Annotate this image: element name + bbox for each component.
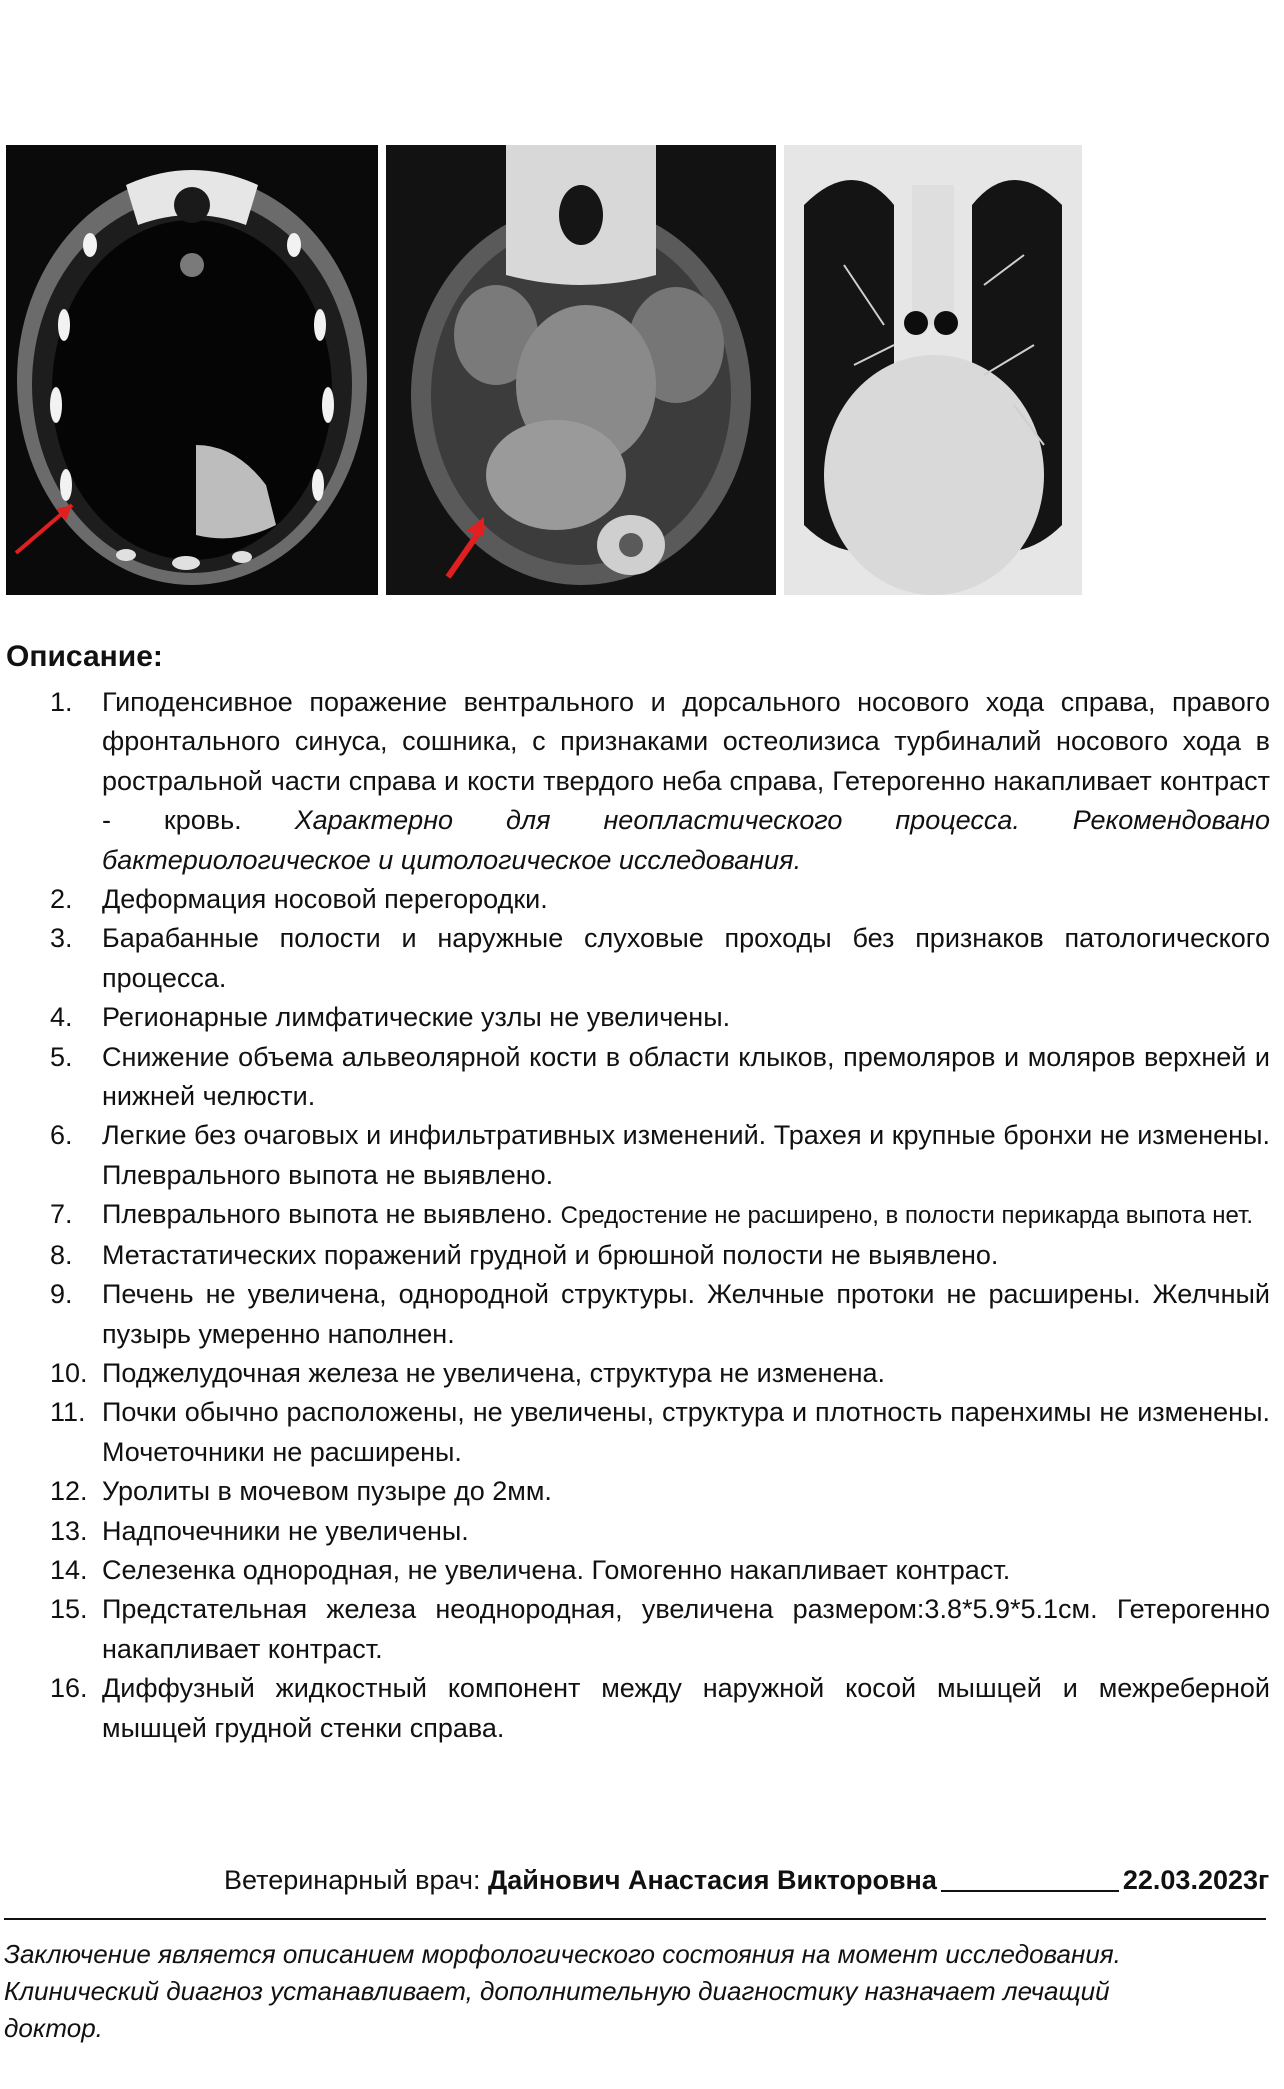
finding-text: Плеврального выпота не выявлено. — [102, 1199, 561, 1230]
finding-text-small: Средостение не расширено, в полости перикарда выпота нет. — [560, 1202, 1254, 1230]
finding-number: 5. — [50, 1041, 73, 1072]
finding-text: Легкие без очаговых и инфильтративных изменений. Трахея и крупные бронхи не изменены. Плеврального выпота не выявлено. — [102, 1120, 1270, 1190]
finding-item — [50, 1393, 1270, 1472]
finding-item — [50, 1590, 1270, 1669]
finding-text: Барабанные полости и наружные слуховые проходы без признаков патологического процесса. — [102, 923, 1270, 993]
finding-item — [50, 683, 1270, 880]
finding-number: 8. — [50, 1239, 73, 1270]
finding-text: Гиподенсивное поражение вентрального и дорсального носового хода справа, правого фронтального синуса, сошника, с признаками остеолизиса турбиналий носового хода в ростральной части справа и кости твердого неба справа, Гетерогенно накапливает контраст - кровь. — [102, 687, 1270, 836]
finding-text: Селезенка однородная, не увеличена. Гомогенно накапливает контраст. — [102, 1554, 1011, 1585]
finding-number: 13. — [50, 1515, 88, 1546]
finding-number: 15. — [50, 1594, 88, 1625]
ct-abdomen-axial-image — [386, 145, 776, 595]
finding-number: 1. — [50, 687, 73, 717]
finding-item — [50, 998, 1270, 1037]
ct-thorax-lung-image — [784, 145, 1082, 595]
finding-item — [50, 1195, 1270, 1235]
finding-text: Снижение объема альвеолярной кости в области клыков, премоляров и моляров верхней и нижней челюсти. — [102, 1041, 1270, 1112]
finding-text: Метастатических поражений грудной и брюшной полости не выявлено. — [102, 1239, 999, 1270]
finding-number: 6. — [50, 1120, 73, 1151]
finding-item — [50, 1551, 1270, 1590]
finding-number: 9. — [50, 1279, 73, 1310]
finding-item — [50, 1236, 1270, 1275]
ct-head-axial-image — [6, 145, 378, 595]
finding-number: 14. — [50, 1554, 88, 1585]
finding-item — [50, 1512, 1270, 1551]
finding-number: 3. — [50, 923, 73, 954]
finding-text: Уролиты в мочевом пузыре до 2мм. — [102, 1476, 552, 1507]
finding-text: Деформация носовой перегородки. — [102, 884, 548, 915]
finding-number: 4. — [50, 1002, 73, 1033]
finding-item — [50, 1472, 1270, 1511]
ct-images-panel — [6, 145, 1082, 595]
finding-item — [50, 1038, 1270, 1117]
signature-blank — [941, 1890, 1119, 1892]
finding-text: Предстательная железа неоднородная, увеличена размером:3.8*5.9*5.1см. Гетерогенно накапливает контраст. — [102, 1594, 1270, 1664]
finding-text: Надпочечники не увеличены. — [102, 1515, 469, 1546]
signature-role: Ветеринарный врач: — [224, 1865, 489, 1895]
signature-line — [224, 1865, 1269, 1896]
signature-date: 22.03.2023г — [1122, 1865, 1270, 1895]
finding-number: 10. — [50, 1357, 88, 1388]
finding-text: Регионарные лимфатические узлы не увеличены. — [102, 1002, 731, 1033]
finding-item — [50, 1669, 1270, 1748]
findings-list — [50, 683, 1270, 1748]
finding-item — [50, 1116, 1270, 1195]
finding-number: 7. — [50, 1199, 73, 1230]
finding-text: Поджелудочная железа не увеличена, структура не изменена. — [102, 1357, 886, 1388]
signature-name: Дайнович Анастасия Викторовна — [488, 1865, 937, 1895]
finding-item — [50, 1354, 1270, 1393]
finding-text: Диффузный жидкостный компонент между наружной косой мышцей и межреберной мышцей грудной стенки справа. — [102, 1673, 1270, 1743]
disclaimer: Заключение является описанием морфологического состояния на момент исследования. Клинический диагноз устанавливает, дополнительную диагностику назначает лечащий доктор. — [4, 1939, 1121, 2043]
finding-text-italic: Характерно для неопластического процесса. Рекомендовано бактериологическое и цитологическое исследования. — [102, 805, 1270, 875]
finding-item — [50, 880, 1270, 919]
finding-text: Почки обычно расположены, не увеличены, структура и плотность паренхимы не изменены. Мочеточники не расширены. — [102, 1397, 1270, 1467]
finding-number: 12. — [50, 1476, 88, 1507]
finding-number: 11. — [50, 1397, 86, 1428]
finding-item — [50, 1275, 1270, 1354]
finding-item — [50, 919, 1270, 998]
finding-number: 16. — [50, 1673, 88, 1704]
divider — [4, 1918, 1266, 1920]
description-heading: Описание: — [6, 640, 163, 673]
finding-text: Печень не увеличена, однородной структуры. Желчные протоки не расширены. Желчный пузырь умеренно наполнен. — [102, 1279, 1270, 1349]
finding-number: 2. — [50, 884, 73, 915]
